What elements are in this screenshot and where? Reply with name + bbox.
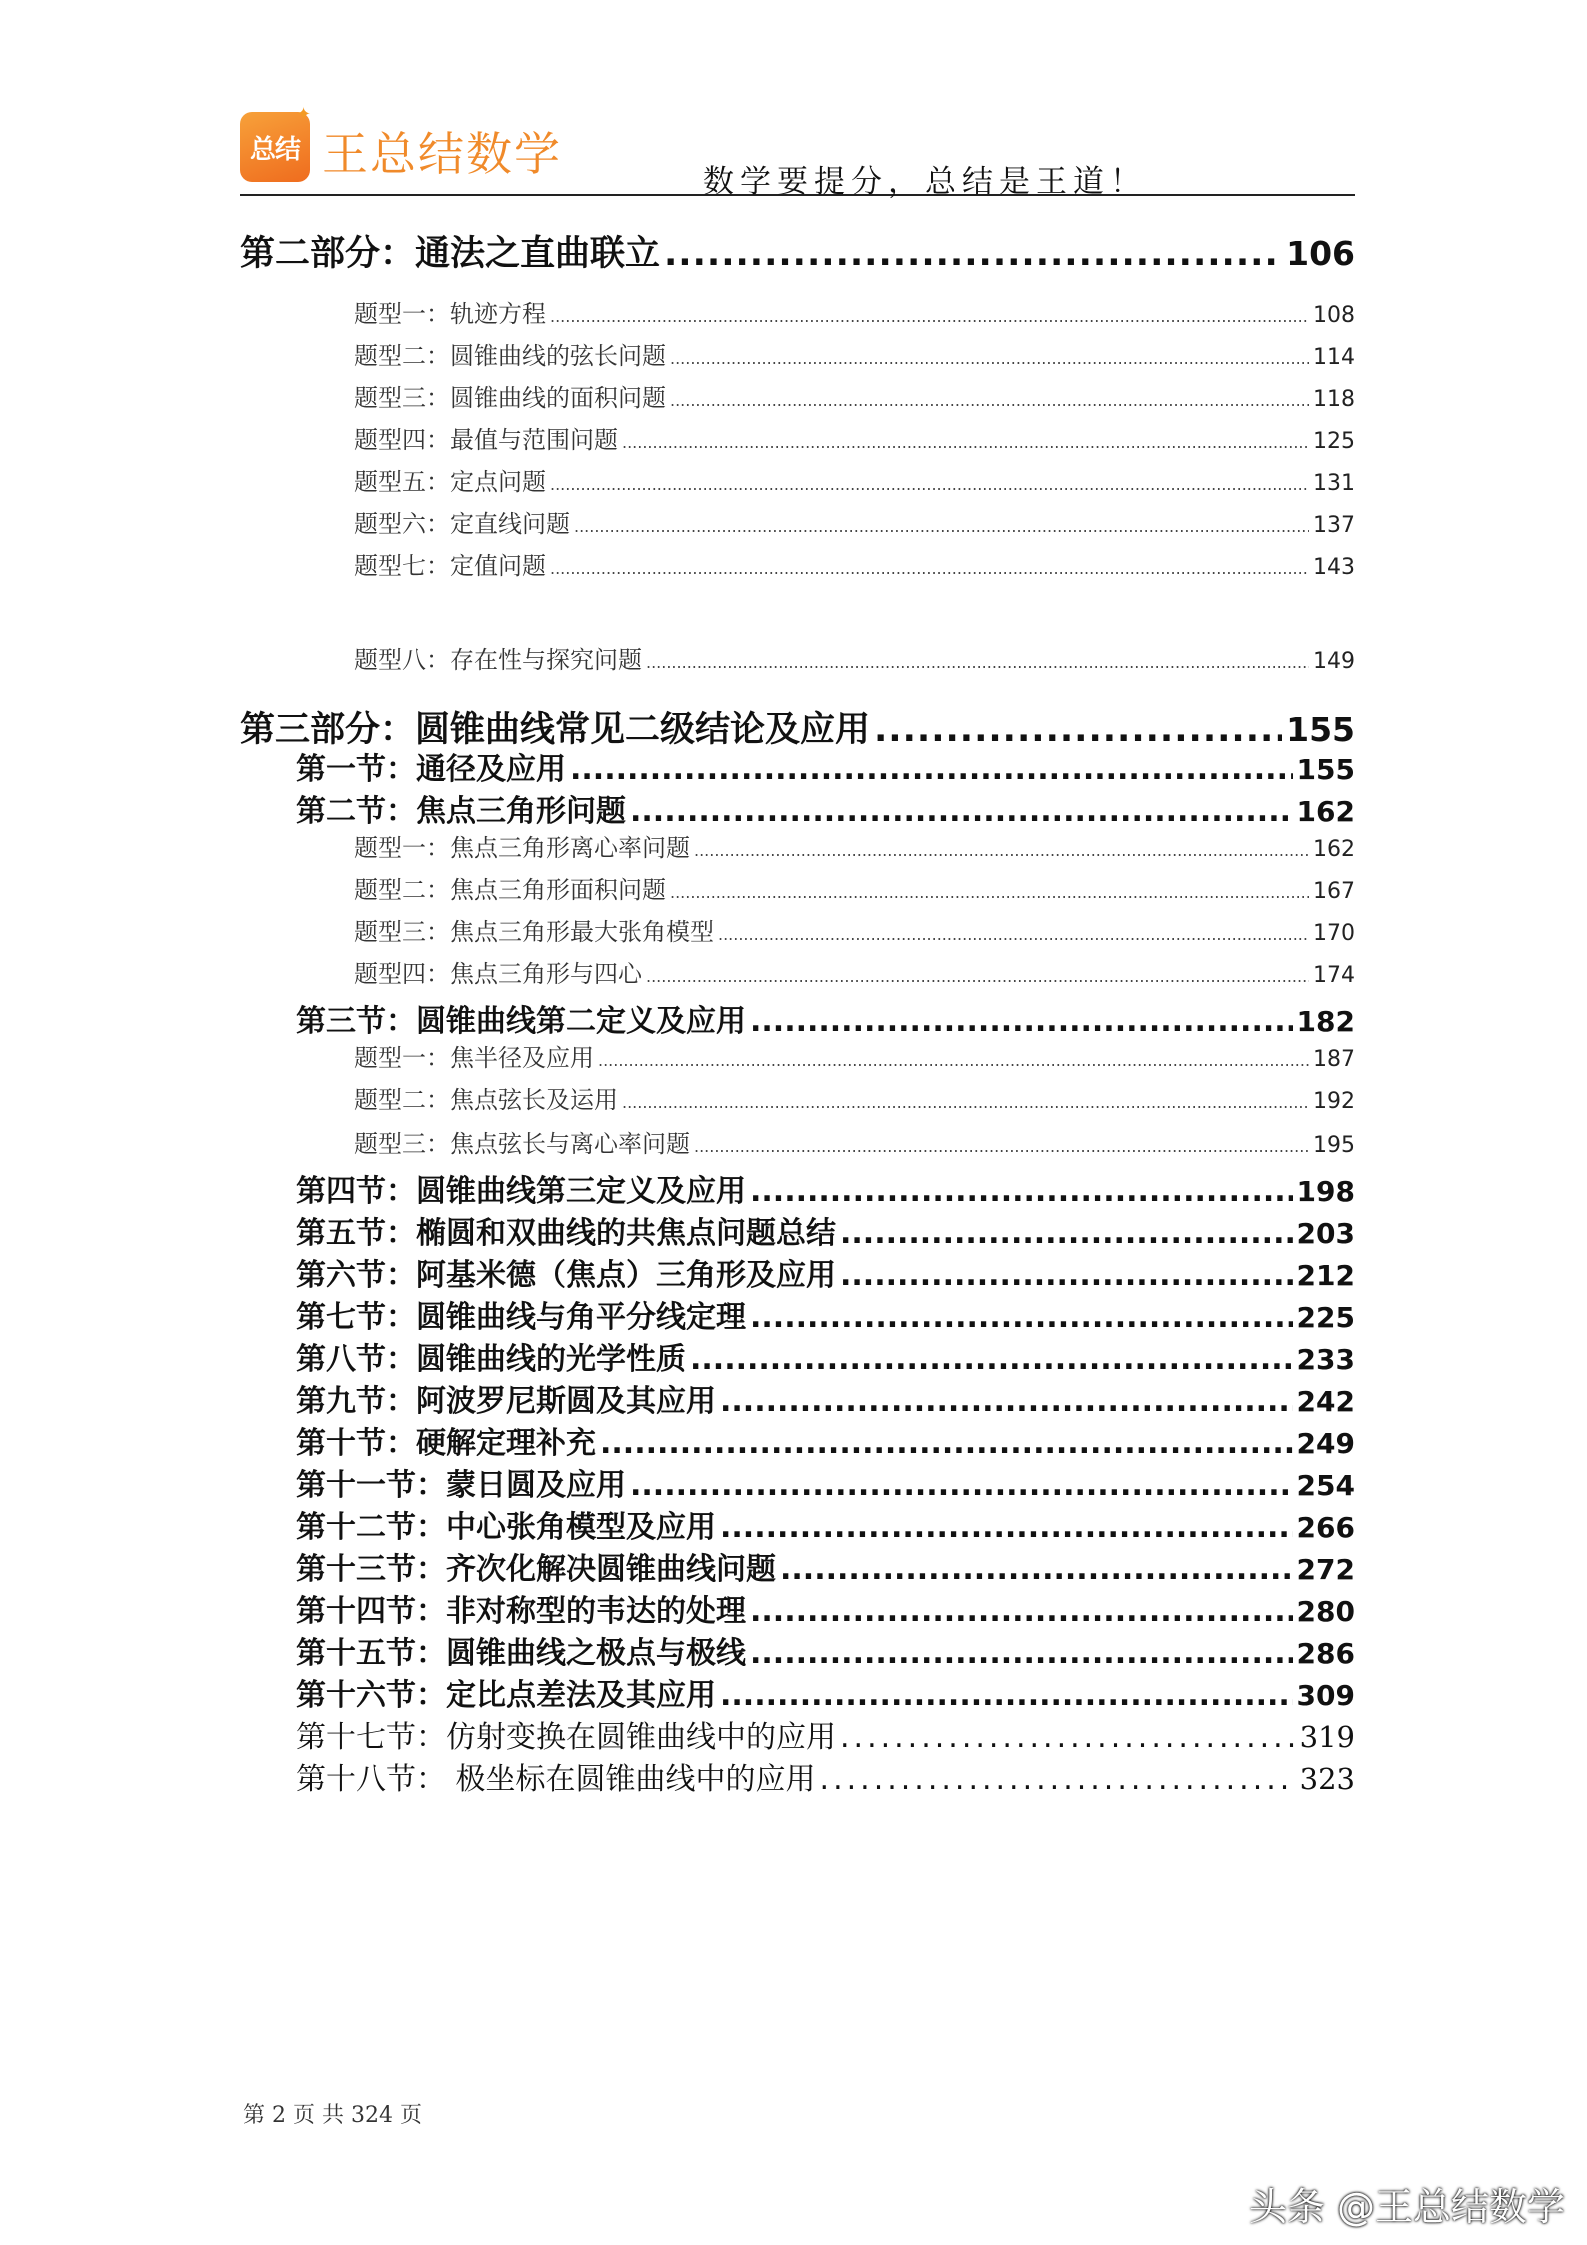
- toc-leader-dots: [694, 1137, 1309, 1156]
- toc-leader-dots: [840, 1216, 1293, 1251]
- toc-entry-title: 题型五：定点问题: [354, 468, 546, 496]
- toc-entry: [354, 1038, 1355, 1073]
- toc-entry-title: 题型二：焦点弦长及运用: [354, 1086, 618, 1114]
- toc-entry: [354, 640, 1355, 675]
- toc-entry: [354, 378, 1355, 413]
- toc-entry: [354, 336, 1355, 371]
- toc-entry-title: 第三节：圆锥曲线第二定义及应用: [296, 1004, 746, 1039]
- toc-entry-page: 323: [1299, 1762, 1355, 1796]
- toc-entry: [296, 1586, 1355, 1630]
- toc-entry-page: 167: [1313, 879, 1355, 904]
- toc-entry-title: 题型二：圆锥曲线的弦长问题: [354, 342, 666, 370]
- toc-leader-dots: [750, 1636, 1293, 1671]
- toc-entry-page: 242: [1296, 1385, 1355, 1418]
- slogan: 数学要提分，总结是王道！: [703, 164, 1147, 200]
- toc-entry-page: 125: [1313, 429, 1355, 454]
- toc-leader-dots: [570, 752, 1293, 787]
- toc-entry-page: 195: [1313, 1133, 1355, 1158]
- toc-entry-page: 170: [1313, 921, 1355, 946]
- toc-entry: [296, 1628, 1355, 1672]
- toc-entry-title: 第十四节：非对称型的韦达的处理: [296, 1594, 746, 1629]
- toc-entry: [296, 1334, 1355, 1378]
- toc-entry-title: 第四节：圆锥曲线第三定义及应用: [296, 1174, 746, 1209]
- toc-entry-page: 118: [1313, 387, 1355, 412]
- toc-leader-dots: [840, 1258, 1293, 1293]
- toc-leader-dots: [550, 559, 1309, 578]
- toc-entry-page: 212: [1296, 1259, 1355, 1292]
- toc-entry-title: 第十八节： 极坐标在圆锥曲线中的应用: [296, 1762, 816, 1797]
- toc-entry: [296, 1208, 1355, 1252]
- toc-leader-dots: [622, 433, 1309, 452]
- toc-leader-dots: [664, 234, 1282, 274]
- toc-entry-page: 233: [1296, 1343, 1355, 1376]
- toc-entry-title: 第八节：圆锥曲线的光学性质: [296, 1342, 686, 1377]
- page-footer: 第 2 页 共 324 页: [243, 2103, 422, 2128]
- toc-entry-page: 280: [1296, 1595, 1355, 1628]
- toc-leader-dots: [550, 475, 1309, 494]
- toc-entry-page: 225: [1296, 1301, 1355, 1334]
- toc-leader-dots: [670, 883, 1309, 902]
- toc-entry: [354, 294, 1355, 329]
- toc-leader-dots: [840, 1720, 1296, 1755]
- toc-leader-dots: [574, 517, 1309, 536]
- toc-entry: [354, 1080, 1355, 1115]
- toc-leader-dots: [720, 1510, 1293, 1545]
- toc-entry-title: 第十一节：蒙日圆及应用: [296, 1468, 626, 1503]
- toc-entry-title: 第一节：通径及应用: [296, 752, 566, 787]
- toc-entry: [296, 1166, 1355, 1210]
- toc-entry-page: 192: [1313, 1089, 1355, 1114]
- toc-entry-page: 155: [1286, 710, 1355, 749]
- toc-entry-title: 题型一：焦点三角形离心率问题: [354, 834, 690, 862]
- toc-entry-page: 131: [1313, 471, 1355, 496]
- toc-entry-page: 319: [1299, 1720, 1355, 1754]
- toc-entry-title: 第二节：焦点三角形问题: [296, 794, 626, 829]
- toc-entry-title: 第五节：椭圆和双曲线的共焦点问题总结: [296, 1216, 836, 1251]
- toc-entry-title: 题型三：圆锥曲线的面积问题: [354, 384, 666, 412]
- toc-entry-page: 114: [1313, 345, 1355, 370]
- toc-entry-page: 286: [1296, 1637, 1355, 1670]
- toc-entry: [354, 420, 1355, 455]
- toc-leader-dots: [646, 653, 1309, 672]
- star-icon: ✦: [296, 104, 311, 125]
- toc-leader-dots: [690, 1342, 1293, 1377]
- toc-entry-page: 203: [1296, 1217, 1355, 1250]
- toc-entry-title: 题型三：焦点弦长与离心率问题: [354, 1130, 690, 1158]
- toc-entry-page: 182: [1296, 1005, 1355, 1038]
- toc-entry-title: 题型七：定值问题: [354, 552, 546, 580]
- toc-entry: [240, 226, 1355, 276]
- toc-entry-page: 174: [1313, 963, 1355, 988]
- toc-entry-page: 149: [1313, 649, 1355, 674]
- toc-leader-dots: [694, 841, 1309, 860]
- toc-entry: [296, 1250, 1355, 1294]
- toc-entry: [354, 954, 1355, 989]
- toc-entry-title: 第十七节：仿射变换在圆锥曲线中的应用: [296, 1720, 836, 1755]
- toc-entry-page: 106: [1286, 234, 1355, 273]
- toc-entry-page: 266: [1296, 1511, 1355, 1544]
- toc-entry-title: 题型八：存在性与探究问题: [354, 646, 642, 674]
- toc-entry-title: 题型一：焦半径及应用: [354, 1044, 594, 1072]
- toc-leader-dots: [750, 1594, 1293, 1629]
- toc-entry-title: 第七节：圆锥曲线与角平分线定理: [296, 1300, 746, 1335]
- toc-leader-dots: [670, 391, 1309, 410]
- toc-entry: [296, 1754, 1355, 1798]
- toc-entry: [296, 996, 1355, 1040]
- toc-leader-dots: [720, 1384, 1293, 1419]
- toc-entry-title: 第十节：硬解定理补充: [296, 1426, 596, 1461]
- toc-entry-title: 题型二：焦点三角形面积问题: [354, 876, 666, 904]
- toc-entry-page: 155: [1296, 753, 1355, 786]
- toc-entry: [296, 786, 1355, 830]
- toc-leader-dots: [820, 1762, 1296, 1797]
- toc-entry-page: 272: [1296, 1553, 1355, 1586]
- toc-entry-page: 143: [1313, 555, 1355, 580]
- toc-entry-page: 309: [1296, 1679, 1355, 1712]
- toc-entry-title: 第九节：阿波罗尼斯圆及其应用: [296, 1384, 716, 1419]
- toc-leader-dots: [718, 925, 1309, 944]
- toc-entry-title: 第六节：阿基米德（焦点）三角形及应用: [296, 1258, 836, 1293]
- logo: [240, 104, 311, 182]
- toc-entry-title: 题型四：焦点三角形与四心: [354, 960, 642, 988]
- toc-leader-dots: [630, 794, 1293, 829]
- toc-entry: [296, 1544, 1355, 1588]
- toc-leader-dots: [600, 1426, 1293, 1461]
- toc-entry: [296, 1670, 1355, 1714]
- toc-entry-page: 108: [1313, 303, 1355, 328]
- toc-entry-title: 第十二节：中心张角模型及应用: [296, 1510, 716, 1545]
- toc-entry-title: 第十五节：圆锥曲线之极点与极线: [296, 1636, 746, 1671]
- toc-entry: [354, 870, 1355, 905]
- toc-entry-page: 137: [1313, 513, 1355, 538]
- toc-entry-title: 题型六：定直线问题: [354, 510, 570, 538]
- toc-entry-title: 题型四：最值与范围问题: [354, 426, 618, 454]
- toc-entry: [354, 546, 1355, 581]
- toc-leader-dots: [720, 1678, 1293, 1713]
- brand-name: 王总结数学: [322, 127, 562, 181]
- toc-entry: [354, 828, 1355, 863]
- toc-leader-dots: [750, 1174, 1293, 1209]
- toc-leader-dots: [646, 967, 1309, 986]
- toc-entry: [354, 462, 1355, 497]
- toc-entry-title: 第二部分：通法之直曲联立: [240, 233, 661, 274]
- toc-entry-page: 249: [1296, 1427, 1355, 1460]
- toc-leader-dots: [598, 1051, 1309, 1070]
- toc-entry-title: 第十六节：定比点差法及其应用: [296, 1678, 716, 1713]
- toc-entry-page: 254: [1296, 1469, 1355, 1502]
- toc-leader-dots: [780, 1552, 1293, 1587]
- toc-leader-dots: [630, 1468, 1293, 1503]
- toc-leader-dots: [622, 1093, 1309, 1112]
- toc-entry-title: 第十三节：齐次化解决圆锥曲线问题: [296, 1552, 776, 1587]
- toc-leader-dots: [670, 349, 1309, 368]
- toc-entry-page: 198: [1296, 1175, 1355, 1208]
- toc-entry: [296, 1712, 1355, 1756]
- toc-entry: [296, 1460, 1355, 1504]
- logo-text: 总结: [249, 134, 300, 165]
- toc-entry: [354, 912, 1355, 947]
- toc-entry-title: 题型三：焦点三角形最大张角模型: [354, 918, 714, 946]
- toc-entry: [354, 1124, 1355, 1159]
- toc-entry: [354, 504, 1355, 539]
- toc-leader-dots: [550, 307, 1309, 326]
- toc-entry: [296, 1502, 1355, 1546]
- toc-entry: [296, 1418, 1355, 1462]
- toc-entry-title: 题型一：轨迹方程: [354, 300, 546, 328]
- toc-entry-page: 187: [1313, 1047, 1355, 1072]
- watermark: 头条 @王总结数学: [1248, 2185, 1565, 2229]
- toc-entry: [296, 744, 1355, 788]
- toc-entry: [296, 1376, 1355, 1420]
- page-header: [240, 104, 1355, 200]
- toc-leader-dots: [750, 1300, 1293, 1335]
- toc-leader-dots: [750, 1004, 1293, 1039]
- toc-entry: [296, 1292, 1355, 1336]
- toc-entry-title: 第三部分：圆锥曲线常见二级结论及应用: [240, 709, 871, 750]
- toc-entry-page: 162: [1313, 837, 1355, 862]
- toc-entry-page: 162: [1296, 795, 1355, 828]
